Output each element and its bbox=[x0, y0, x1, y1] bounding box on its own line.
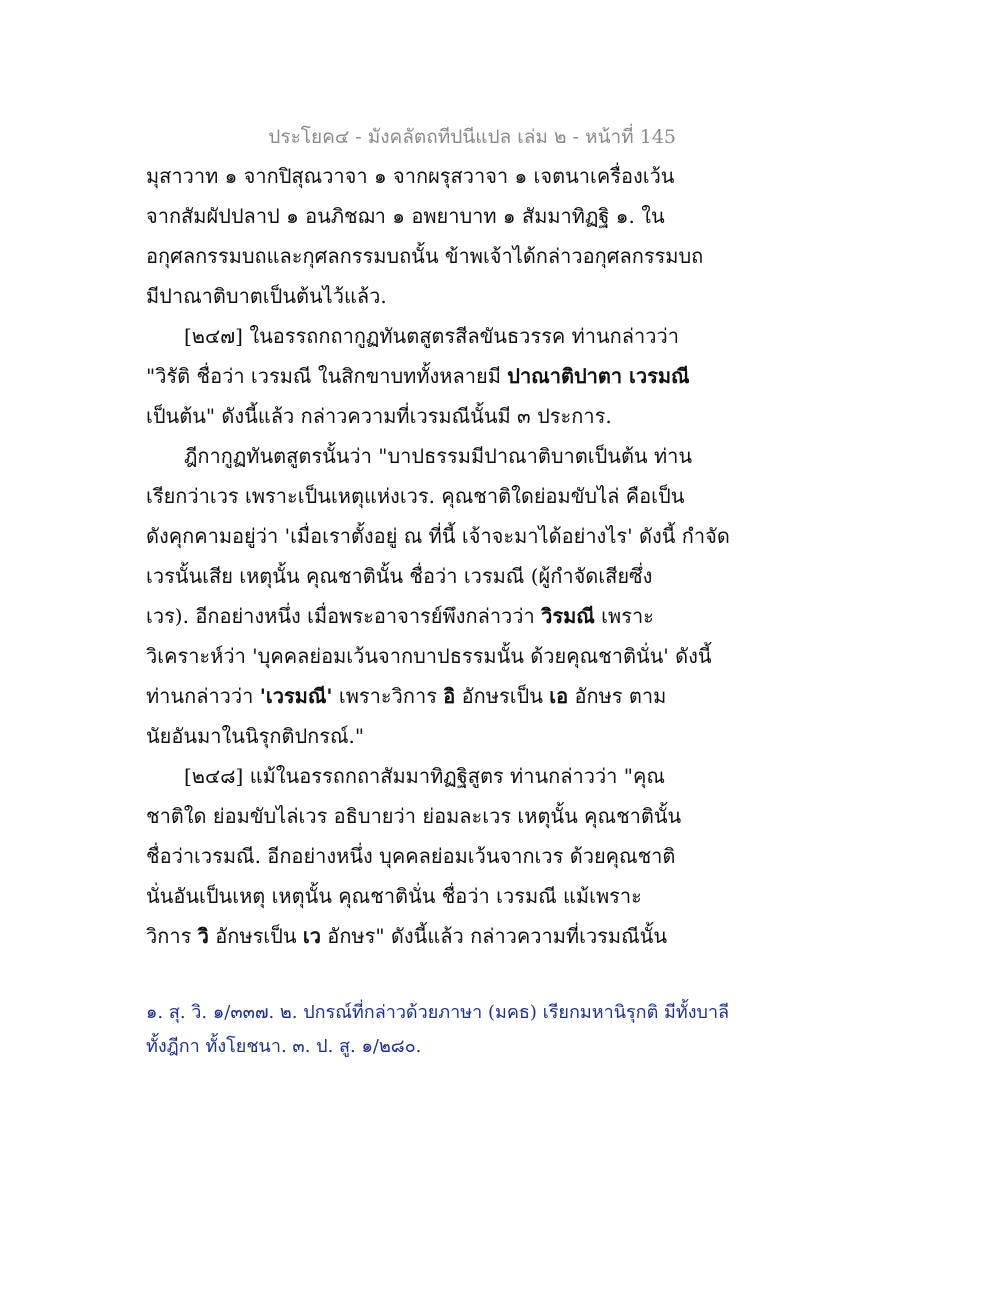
text-line: เป็นต้น" ดังนี้แล้ว กล่าวความที่เวรมณีนั้นมี ๓ ประการ. bbox=[146, 404, 612, 428]
bold-term: ปาณาติปาตา เวรมณี bbox=[507, 364, 690, 388]
bold-term: วิ bbox=[197, 924, 209, 948]
bold-term: เอ bbox=[549, 684, 569, 708]
bold-term: อิ bbox=[443, 684, 456, 708]
text-line: เวรนั้นเสีย เหตุนั้น คุณชาตินั้น ชื่อว่า เวรมณี (ผู้กำจัดเสียซึ่ง bbox=[146, 564, 653, 588]
text-line: มีปาณาติบาตเป็นต้นไว้แล้ว. bbox=[146, 284, 387, 308]
paragraph-tika-start: ฎีกากูฏทันตสูตรนั้นว่า "บาปธรรมมีปาณาติบาตเป็นต้น ท่าน bbox=[184, 444, 693, 468]
page-header: ประโยค๔ - มังคลัตถทีปนีแปล เล่ม ๒ - หน้าที่ 145 bbox=[268, 126, 676, 148]
bold-term: 'เวรมณี' bbox=[259, 684, 333, 708]
text-span: อักษรเป็น bbox=[455, 684, 550, 708]
bold-term: เว bbox=[302, 924, 321, 948]
text-line: มุสาวาท ๑ จากปิสุณวาจา ๑ จากผรุสวาจา ๑ เจตนาเครื่องเว้น bbox=[146, 164, 675, 188]
text-span: "วิรัติ ชื่อว่า เวรมณี ในสิกขาบททั้งหลายมี bbox=[146, 364, 508, 388]
text-line bbox=[146, 596, 726, 636]
text-line: ชาติใด ย่อมขับไล่เวร อธิบายว่า ย่อมละเวร เหตุนั้น คุณชาตินั้น bbox=[146, 804, 682, 828]
text-line: นัยอันมาในนิรุกติปกรณ์." bbox=[146, 724, 365, 748]
footnote-line: ทั้งฎีกา ทั้งโยชนา. ๓. ป. สู. ๑/๒๘๐. bbox=[146, 1036, 422, 1057]
bold-term: วิรมณี bbox=[541, 604, 595, 628]
text-span: วิการ bbox=[146, 924, 198, 948]
text-line: เรียกว่าเวร เพราะเป็นเหตุแห่งเวร. คุณชาติใดย่อมขับไล่ คือเป็น bbox=[146, 484, 685, 508]
text-line: ชื่อว่าเวรมณี. อีกอย่างหนึ่ง บุคคลย่อมเว้นจากเวร ด้วยคุณชาติ bbox=[146, 844, 676, 868]
text-span: อักษร" ดังนี้แล้ว กล่าวความที่เวรมณีนั้น bbox=[320, 924, 667, 948]
text-span: เวร). อีกอย่างหนึ่ง เมื่อพระอาจารย์พึงกล่าวว่า bbox=[146, 604, 542, 628]
text-span: เพราะวิการ bbox=[332, 684, 444, 708]
text-line: จากสัมผัปปลาป ๑ อนภิชฌา ๑ อพยาบาท ๑ สัมมาทิฏฐิ ๑. ใน bbox=[146, 204, 665, 228]
text-span: เพราะ bbox=[594, 604, 654, 628]
body-text bbox=[146, 156, 730, 956]
paragraph-247-start: [๒๔๗] ในอรรถกถากูฏทันตสูตรสีลขันธวรรค ท่านกล่าวว่า bbox=[184, 324, 679, 348]
text-line: ดังคุกคามอยู่ว่า 'เมื่อเราตั้งอยู่ ณ ที่นี้ เจ้าจะมาได้อย่างไร' ดังนี้ กำจัด bbox=[146, 524, 730, 548]
footnotes bbox=[146, 996, 746, 1064]
text-line: อกุศลกรรมบถและกุศลกรรมบถนั้น ข้าพเจ้าได้กล่าวอกุศลกรรมบถ bbox=[146, 244, 704, 268]
text-span: ท่านกล่าวว่า bbox=[146, 684, 260, 708]
footnote-line: ๑. สุ. วิ. ๑/๓๓๗. ๒. ปกรณ์ที่กล่าวด้วยภาษา (มคธ) เรียกมหานิรุกติ มีทั้งบาลี bbox=[146, 1002, 730, 1023]
text-line bbox=[146, 676, 726, 716]
text-line: วิเคราะห์ว่า 'บุคคลย่อมเว้นจากบาปธรรมนั้น ด้วยคุณชาตินั่น' ดังนี้ bbox=[146, 644, 712, 668]
text-span: อักษรเป็น bbox=[208, 924, 303, 948]
paragraph-248-start: [๒๔๘] แม้ในอรรถกถาสัมมาทิฏฐิสูตร ท่านกล่าวว่า "คุณ bbox=[184, 764, 665, 788]
text-line: นั่นอันเป็นเหตุ เหตุนั้น คุณชาตินั่น ชื่อว่า เวรมณี แม้เพราะ bbox=[146, 884, 642, 908]
text-line bbox=[146, 356, 726, 396]
text-line bbox=[146, 916, 726, 956]
text-span: อักษร ตาม bbox=[568, 684, 667, 708]
